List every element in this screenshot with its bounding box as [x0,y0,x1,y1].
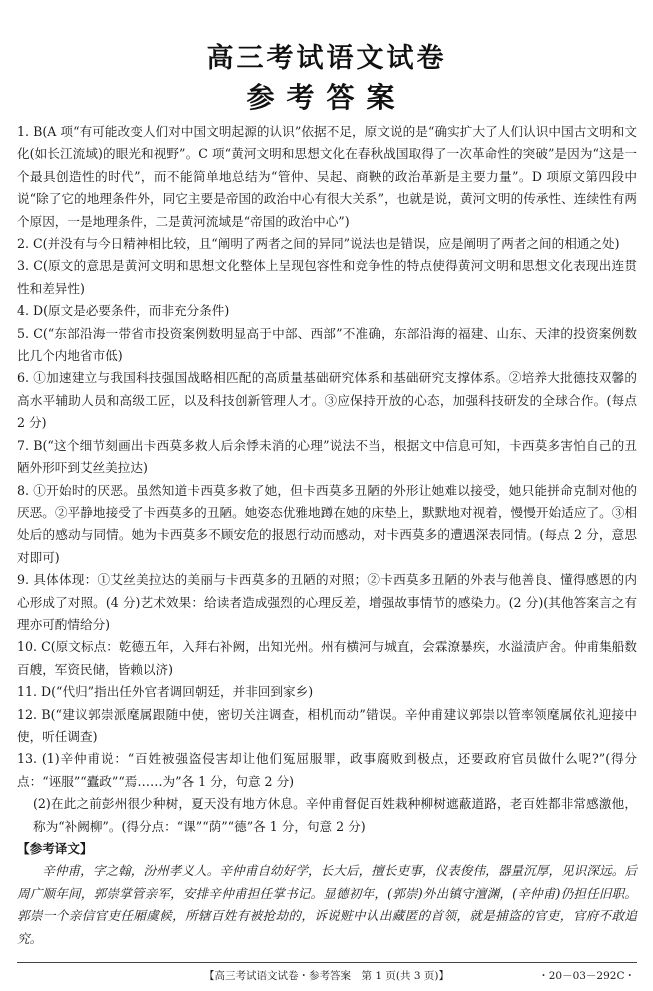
page-title: 高三考试语文试卷 [206,43,447,74]
answer-body [17,121,637,950]
answer-item-5: 5. C(“东部沿海一带省市投资案例数明显高于中部、西部”不准确，东部沿海的福建、山东、天津的投资案例数比几个内地省市低) [17,325,637,364]
answer-item-11: 11. D(“代归”指出任外官者调回朝廷，并非回到家乡) [17,684,314,700]
answer-item-6: 6. ①加速建立与我国科技强国战略相匹配的高质量基础研究体系和基础研究支撑体系。②培养大批德技双馨的高水平辅助人员和高级工匠，以及科技创新管理人才。③应保持开放的心态，加强科技研发的全球合作。(每点 2 分) [17,370,637,431]
answer-item-8: 8. ①开始时的厌恶。虽然知道卡西莫多救了她，但卡西莫多丑陋的外形让她难以接受，她只能拼命克制对他的厌恶。②平静地接受了卡西莫多的丑陋。她姿态优雅地蹲在她的床垫上，默默地对视着，慢慢开始适应了。③相处后的感动与同情。她为卡西莫多不顾安危的报恩行动而感动，对卡西莫多的遭遇深表同情。(每点 2 分，意思对即可) [17,482,637,565]
footer-divider [17,962,637,963]
page-subtitle: 参考答案 [246,81,407,114]
footer-code: ・20－03－292C・ [538,970,635,982]
answer-item-10: 10. C(原文标点：乾德五年，入拜右补阙，出知光州。州有横河与城直，会霖潦暴疾，水溢渍庐舍。仲甫集船数百艘，军资民储，皆赖以济) [17,639,637,677]
answer-item-1: 1. B(A 项“有可能改变人们对中国文明起源的认识”依据不足，原文说的是“确实扩大了人们认识中国古文明和文化(如长江流域)的眼光和视野”。C 项“黄河文明和思想文化在春秋战国取得了一次革命性的突破”是因为“这是一个最具创造性的时代”，而不能简单地总结为“管仲、吴起、商鞅的政治革新是主要力量”。D 项原文第四段中说“除了它的地理条件外，同它主要是帝国的政治中心有很大关系”，也就是说，黄河文明的传承性、连续性有两个原因，一是地理条件，二是黄河流域是“帝国的政治中心”) [17,124,637,229]
translation-text: 辛仲甫，字之翰，汾州孝义人。辛仲甫自幼好学，长大后，擅长吏事，仪表俊伟，器量沉厚，见识深远。后周广顺年间，郭崇掌管亲军，安排辛仲甫担任掌书记。显德初年，(郭崇)外出镇守澶渊，(辛仲甫)仍担任旧职。郭崇一个亲信官吏任厢虞候，所辖百姓有被抢劫的，诉说赃中认出藏匿的首领，就是捕盗的官吏，官府不敢追究。 [17,863,637,946]
answer-item-12: 12. B(“建议郭崇派麾属跟随中使，密切关注调查，相机而动”错误。辛仲甫建议郭崇以管率领麾属依礼迎接中使，听任调查) [17,706,637,744]
answer-item-13-part-2: (2)在此之前彭州很少种树，夏天没有地方休息。辛仲甫督促百姓栽种柳树遮蔽道路，老百姓都非常感激他，称为“补阙柳”。(得分点：“课”“荫”“德”各 1 分，句意 2 分) [33,796,637,834]
answer-item-9: 9. 具体体现：①艾丝美拉达的美丽与卡西莫多的丑陋的对照；②卡西莫多丑陋的外表与他善良、懂得感恩的内心形成了对照。(4 分)艺术效果：给读者造成强烈的心理反差，增强故事情节的感染力。(2 分)(其他答案言之有理亦可酌情给分) [17,572,637,632]
translation-heading: 【参考译文】 [17,841,93,856]
footer-page-info: 【高三考试语文试卷・参考答案 第 1 页(共 3 页)】 [204,970,449,982]
answer-item-2: 2. C(并没有与今日精神相比较，且“阐明了两者之间的异同”说法也是错误，应是阐明了两者之间的相通之处) [17,236,620,252]
answer-item-13: 13. (1)辛仲甫说：“百姓被强盗侵害却让他们冤屈服罪，政事腐败到极点，还要政府官员做什么呢?”(得分点：“诬服”“蠹政”“焉……为”各 1 分，句意 2 分) [17,751,637,789]
answer-item-4: 4. D(原文是必要条件，而非充分条件) [17,303,230,319]
answer-item-3: 3. C(原文的意思是黄河文明和思想文化整体上呈现包容性和竞争性的特点使得黄河文明和思想文化表现出连贯性和差异性) [17,258,637,296]
answer-item-7: 7. B(“这个细节刻画出卡西莫多救人后余悸未消的心理”说法不当，根据文中信息可知，卡西莫多害怕自己的丑陋外形吓到艾丝美拉达) [17,437,637,476]
